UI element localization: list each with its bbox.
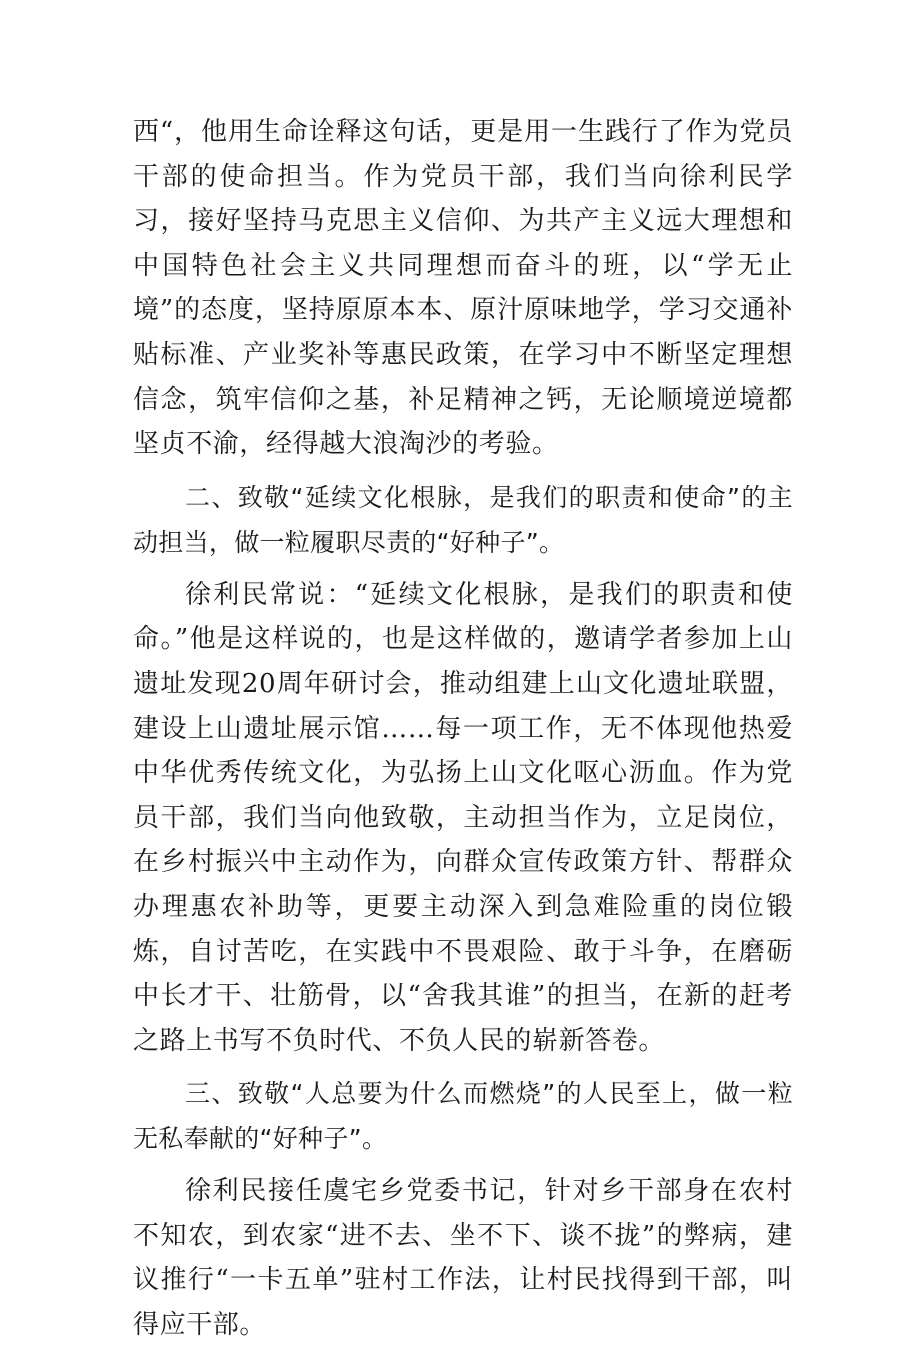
paragraph-gap [133, 1063, 793, 1071]
paragraph-gap [133, 467, 793, 475]
body-paragraph: 徐利民常说：“延续文化根脉，是我们的职责和使命。”他是这样说的，也是这样做的，邀请学者参加上山遗址发现20周年研讨会，推动组建上山文化遗址联盟，建设上山遗址展示馆……每一项工作，无不体现他热爱中华优秀传统文化，为弘扬上山文化呕心沥血。作为党员干部，我们当向他致敬，主动担当作为，立足岗位，在乡村振兴中主动作为，向群众宣传政策方针、帮群众办理惠农补助等，更要主动深入到急难险重的岗位锻炼，自讨苦吃，在实践中不畏艰险、敢于斗争，在磨砺中长才干、壮筋骨，以“舍我其谁”的担当，在新的赶考之路上书写不负时代、不负人民的崭新答卷。 [133, 579, 793, 1056]
document-page [133, 110, 793, 1348]
paragraph-gap [133, 1161, 793, 1169]
body-paragraph: 西“，他用生命诠释这句话，更是用一生践行了作为党员干部的使命担当。作为党员干部，我们当向徐利民学习，接好坚持马克思主义信仰、为共产主义远大理想和中国特色社会主义共同理想而奋斗的班，以“学无止境”的态度，坚持原原本本、原汁原味地学，学习交通补贴标准、产业奖补等惠民政策，在学习中不断坚定理想信念，筑牢信仰之基，补足精神之钙，无论顺境逆境都坚贞不渝，经得越大浪淘沙的考验。 [133, 117, 793, 460]
body-paragraph: 徐利民接任虞宅乡党委书记，针对乡干部身在农村不知农，到农家“进不去、坐不下、谈不拢”的弊病，建议推行“一卡五单”驻村工作法，让村民找得到干部，叫得应干部。 [133, 1176, 793, 1341]
section-heading: 二、致敬“延续文化根脉，是我们的职责和使命”的主动担当，做一粒履职尽责的“好种子”。 [133, 482, 793, 557]
paragraph-gap [133, 565, 793, 573]
section-heading: 三、致敬“人总要为什么而燃烧”的人民至上，做一粒无私奉献的“好种子”。 [133, 1079, 793, 1154]
